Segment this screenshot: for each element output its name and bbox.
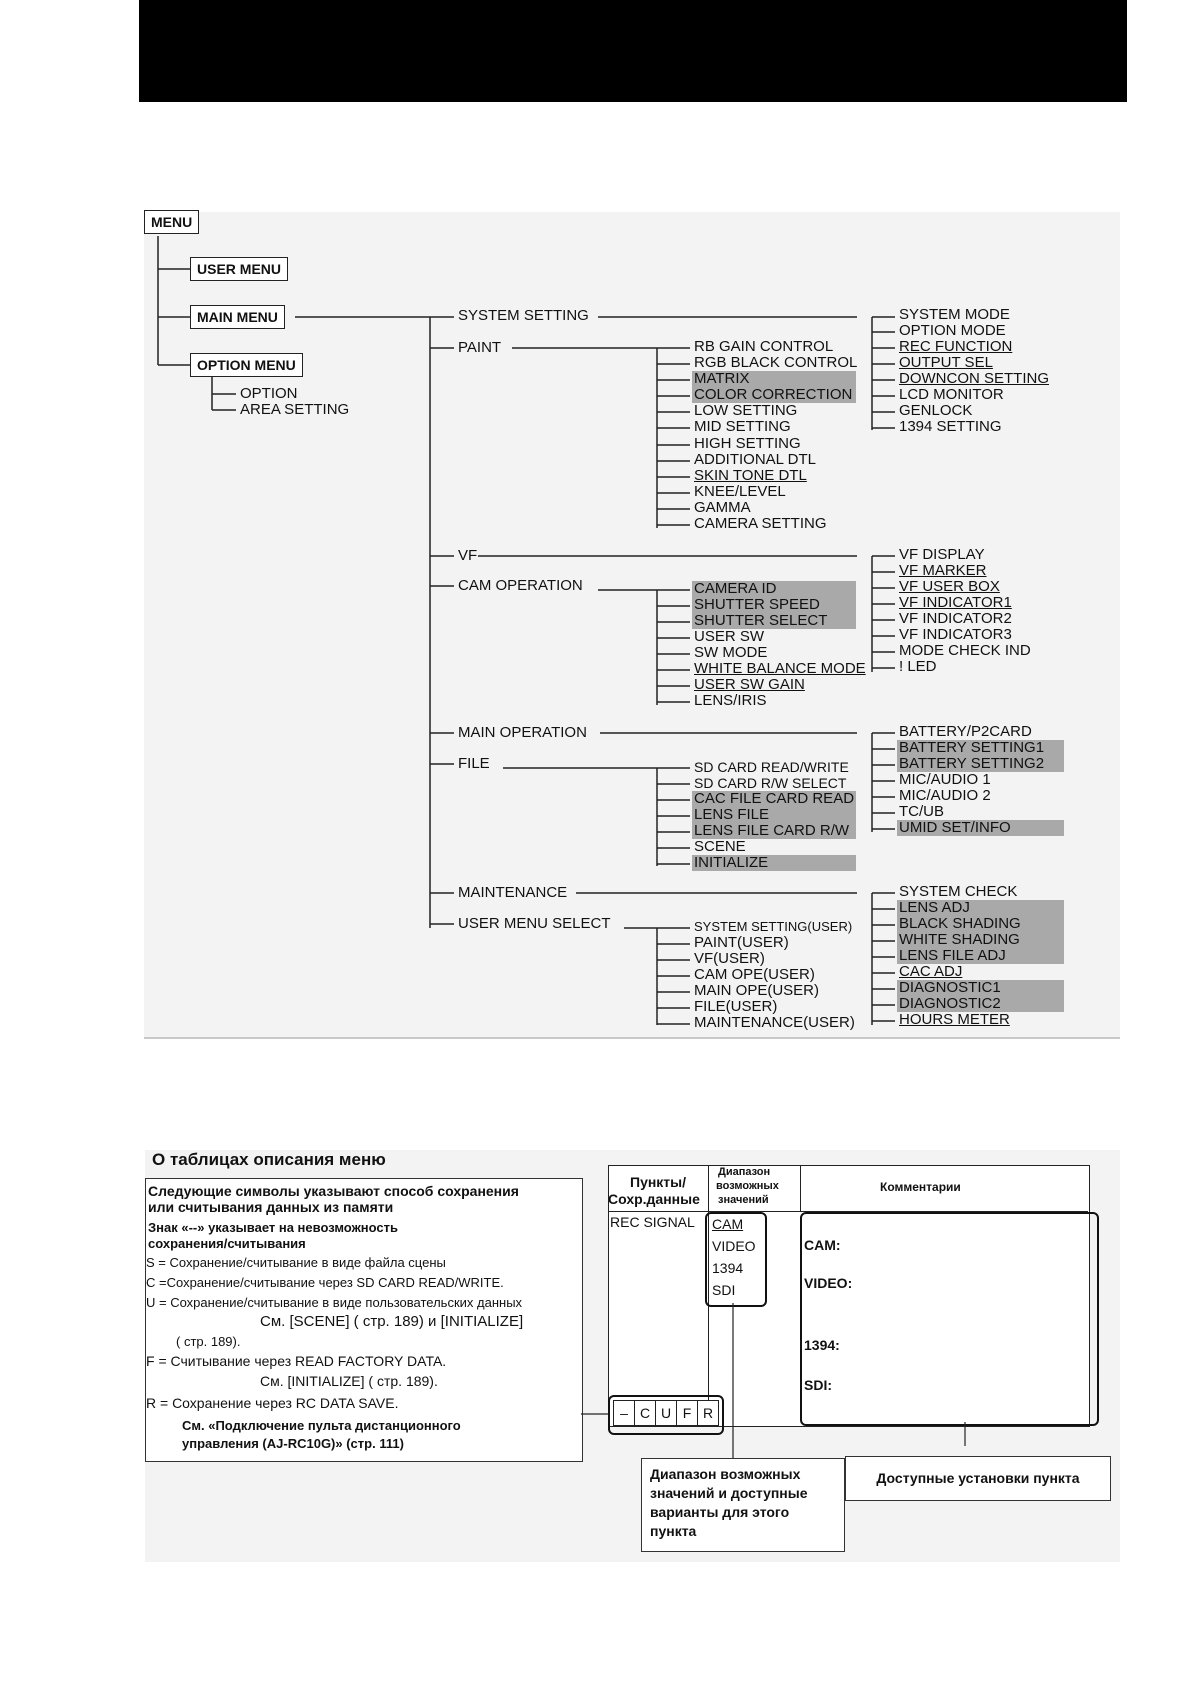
list-item: LENS/IRIS [694,692,767,709]
list-item: 1394 SETTING [899,418,1002,435]
list-item: SD CARD READ/WRITE [694,759,849,775]
legend-line: сохранения/считывания [148,1236,306,1251]
list-item: WHITE SHADING [897,932,1064,948]
list-item: GENLOCK [899,402,973,419]
main-menu-box: MAIN MENU [190,305,285,329]
main-item-maintenance: MAINTENANCE [458,884,568,901]
list-item: MID SETTING [694,418,791,435]
main-item-vf: VF [458,547,478,564]
list-item: VF DISPLAY [899,546,985,563]
list-item: SKIN TONE DTL [694,467,807,484]
main-item-system-setting: SYSTEM SETTING [458,307,589,324]
list-item: SW MODE [694,644,768,661]
list-item: SHUTTER SPEED [692,597,856,613]
legend-line: См. [INITIALIZE] ( стр. 189). [260,1373,438,1389]
list-item: SHUTTER SELECT [692,613,856,629]
main-item-file: FILE [458,755,490,772]
list-item: VF(USER) [694,950,765,967]
list-item: SYSTEM MODE [899,306,1010,323]
list-item: RB GAIN CONTROL [694,338,834,355]
list-item: OPTION MODE [899,322,1006,339]
symbol-cell: U [655,1400,677,1426]
list-item: DIAGNOSTIC2 [897,996,1064,1012]
callout-line: варианты для этого [650,1504,790,1520]
list-item: LENS FILE ADJ [897,948,1064,964]
list-item: CAMERA ID [692,581,856,597]
list-item: MAIN OPE(USER) [694,982,820,999]
col1-header: Сохр.данные [608,1191,700,1207]
callout-line: Доступные установки пункта [876,1470,1080,1486]
col3-header: Комментарии [880,1180,961,1194]
callout-line: значений и доступные [650,1485,808,1501]
list-item: LCD MONITOR [899,386,1004,403]
symbol-cell: R [697,1400,719,1426]
item-name: REC SIGNAL [610,1214,695,1230]
list-item: LENS ADJ [897,900,1064,916]
menu-root-box: MENU [144,210,199,234]
value-option: VIDEO [712,1238,756,1254]
option-item: OPTION [240,385,298,402]
list-item: CAC FILE CARD READ [694,790,855,807]
list-item: VF USER BOX [899,578,1000,595]
range-callout [641,1458,845,1552]
comment-label: CAM: [804,1237,841,1253]
list-item: SCENE [694,838,746,855]
list-item: BATTERY SETTING2 [897,756,1064,772]
settings-callout [845,1456,1111,1501]
list-item: SYSTEM CHECK [899,883,1018,900]
list-item: VF INDICATOR2 [899,610,1012,627]
main-item-cam-operation: CAM OPERATION [458,577,583,594]
list-item: VF INDICATOR1 [899,594,1012,611]
col2-header: возможных [716,1180,779,1192]
list-item: MAINTENANCE(USER) [694,1014,855,1031]
list-item: CAC ADJ [899,963,963,980]
symbol-cell: – [613,1400,635,1426]
list-item: LENS FILE [692,807,856,823]
list-item: COLOR CORRECTION [692,387,856,403]
legend-line: S = Сохранение/считывание в виде файла сцены [146,1255,446,1270]
value-option: 1394 [712,1260,744,1276]
list-item: KNEE/LEVEL [694,483,786,500]
list-item: INITIALIZE [692,855,856,871]
list-item: RGB BLACK CONTROL [694,354,858,371]
list-item: WHITE BALANCE MODE [694,660,866,677]
legend-line: C =Сохранение/считывание через SD CARD READ/WRITE. [146,1275,504,1290]
legend-line: F = Считывание через READ FACTORY DATA. [146,1353,447,1369]
value-option: CAM [712,1216,744,1232]
list-item: BATTERY/P2CARD [899,723,1032,740]
option-menu-box: OPTION MENU [190,353,303,377]
list-item: VF INDICATOR3 [899,626,1012,643]
list-item: GAMMA [694,499,751,516]
list-item: SD CARD R/W SELECT [694,775,847,791]
section-title: О таблицах описания меню [152,1150,386,1169]
legend-line: См. «Подключение пульта дистанционного [182,1418,461,1433]
legend-line: Следующие символы указывают способ сохранения [148,1183,519,1199]
legend-line: управления (AJ-RC10G)» (стр. 111) [182,1436,404,1451]
list-item: DIAGNOSTIC1 [897,980,1064,996]
list-item: BLACK SHADING [897,916,1064,932]
col2-header: значений [718,1194,769,1206]
legend-line: ( стр. 189). [176,1334,241,1349]
callout-line: пункта [650,1523,697,1539]
list-item: MIC/AUDIO 2 [899,787,991,804]
legend-line: Знак «--» указывает на невозможность [148,1220,398,1235]
list-item: LENS FILE CARD R/W [692,823,856,839]
legend-line: R = Сохранение через RC DATA SAVE. [146,1395,399,1411]
value-option: SDI [712,1282,736,1298]
col1-header: Пункты/ [630,1174,687,1190]
list-item: USER SW GAIN [694,676,805,693]
callout-line: Диапазон возможных [650,1466,801,1482]
list-item: MODE CHECK IND [899,642,1031,659]
list-item: VF MARKER [899,562,987,579]
list-item: MIC/AUDIO 1 [899,771,991,788]
list-item: TC/UB [899,803,944,820]
list-item: BATTERY SETTING1 [897,740,1064,756]
list-item: FILE(USER) [694,998,778,1015]
list-item: ! LED [899,658,937,675]
symbol-cell: C [634,1400,656,1426]
list-item: DOWNCON SETTING [899,370,1049,387]
list-item: ADDITIONAL DTL [694,451,816,468]
main-item-main-operation: MAIN OPERATION [458,724,587,741]
legend-line: См. [SCENE] ( стр. 189) и [INITIALIZE] [260,1313,524,1330]
list-item: OUTPUT SEL [899,354,993,371]
list-item: LOW SETTING [694,402,798,419]
col2-header: Диапазон [718,1166,771,1178]
list-item: PAINT(USER) [694,934,789,951]
comment-label: 1394: [804,1337,840,1353]
list-item: USER SW [694,628,765,645]
list-item: REC FUNCTION [899,338,1013,355]
list-item: MATRIX [692,371,856,387]
comment-label: SDI: [804,1377,832,1393]
list-item: CAMERA SETTING [694,515,827,532]
list-item: HOURS METER [899,1011,1010,1028]
comment-label: VIDEO: [804,1275,853,1291]
area-setting-item: AREA SETTING [240,401,350,418]
list-item: UMID SET/INFO [897,820,1064,836]
legend-line: U = Сохранение/считывание в виде пользовательских данных [146,1295,523,1310]
list-item: SYSTEM SETTING(USER) [694,919,853,934]
list-item: HIGH SETTING [694,435,801,452]
symbol-cell: F [676,1400,698,1426]
main-item-paint: PAINT [458,339,502,356]
main-item-user-menu-select: USER MENU SELECT [458,915,611,932]
legend-line: или считывания данных из памяти [148,1199,394,1215]
user-menu-box: USER MENU [190,257,288,281]
list-item: CAM OPE(USER) [694,966,815,983]
